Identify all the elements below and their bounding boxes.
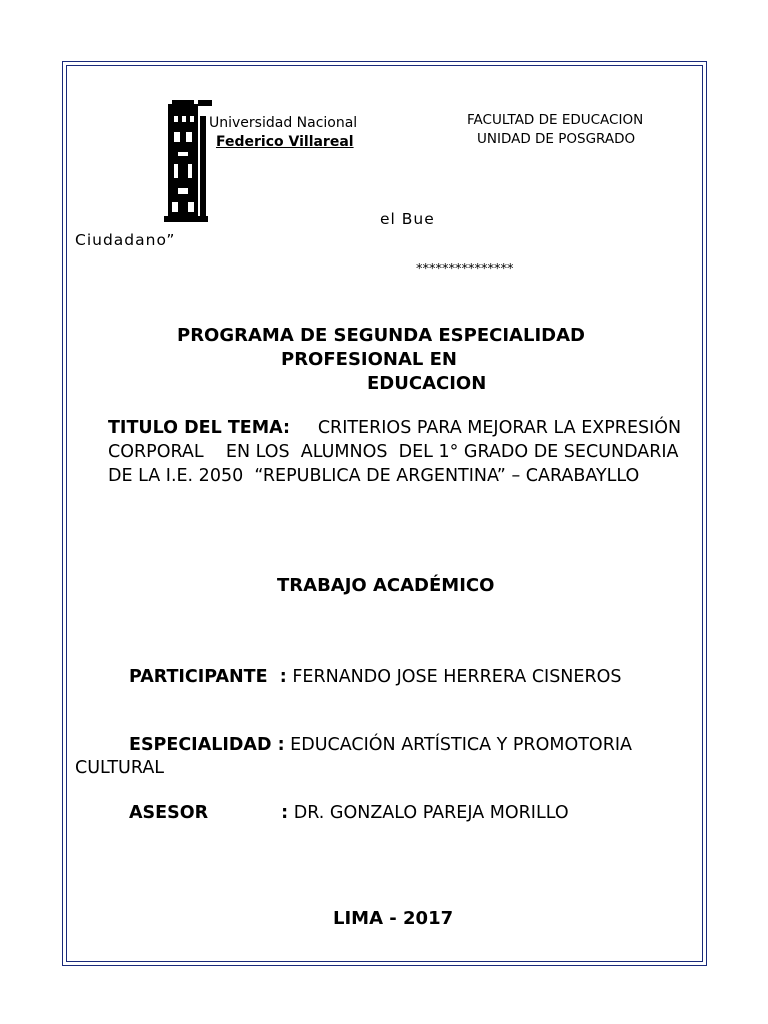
specialty-value: EDUCACIÓN ARTÍSTICA Y PROMOTORIA CULTURAL bbox=[75, 735, 632, 778]
university-name-line1: Universidad Nacional bbox=[209, 115, 358, 131]
participant-label: PARTICIPANTE : bbox=[129, 667, 287, 687]
specialty-label: ESPECIALIDAD : bbox=[129, 735, 285, 755]
topic-label: TITULO DEL TEMA: bbox=[108, 418, 290, 438]
participant-value: FERNANDO JOSE HERRERA CISNEROS bbox=[292, 667, 622, 687]
place-date: LIMA - 2017 bbox=[333, 908, 454, 929]
specialty-field bbox=[75, 734, 635, 780]
separator: *************** bbox=[416, 262, 514, 277]
advisor-value: DR. GONZALO PAREJA MORILLO bbox=[293, 803, 569, 823]
postgrad-unit: UNIDAD DE POSGRADO bbox=[477, 131, 636, 147]
advisor-field bbox=[75, 802, 635, 825]
faculty-name: FACULTAD DE EDUCACION bbox=[467, 112, 644, 128]
topic-text: CRITERIOS PARA MEJORAR LA EXPRESIÓN CORPORAL EN LOS ALUMNOS DEL 1° GRADO DE SECUNDARIA DE LA I.E. 2050 “REPUBLICA DE ARGENTINA” – CARABAYLLO bbox=[108, 418, 687, 486]
participant-field bbox=[75, 666, 635, 689]
page-border-inner bbox=[66, 65, 703, 962]
motto-line1: el Bue bbox=[380, 210, 435, 228]
motto-line2: Ciudadano” bbox=[75, 231, 176, 249]
university-name-line2: Federico Villareal bbox=[216, 134, 354, 150]
program-title-line2: PROFESIONAL EN bbox=[281, 349, 458, 370]
program-title-line1: PROGRAMA DE SEGUNDA ESPECIALIDAD bbox=[177, 325, 585, 346]
work-type: TRABAJO ACADÉMICO bbox=[277, 575, 495, 596]
advisor-label: ASESOR : bbox=[129, 803, 289, 823]
program-title-line3: EDUCACION bbox=[367, 373, 487, 394]
topic-block bbox=[108, 416, 688, 488]
